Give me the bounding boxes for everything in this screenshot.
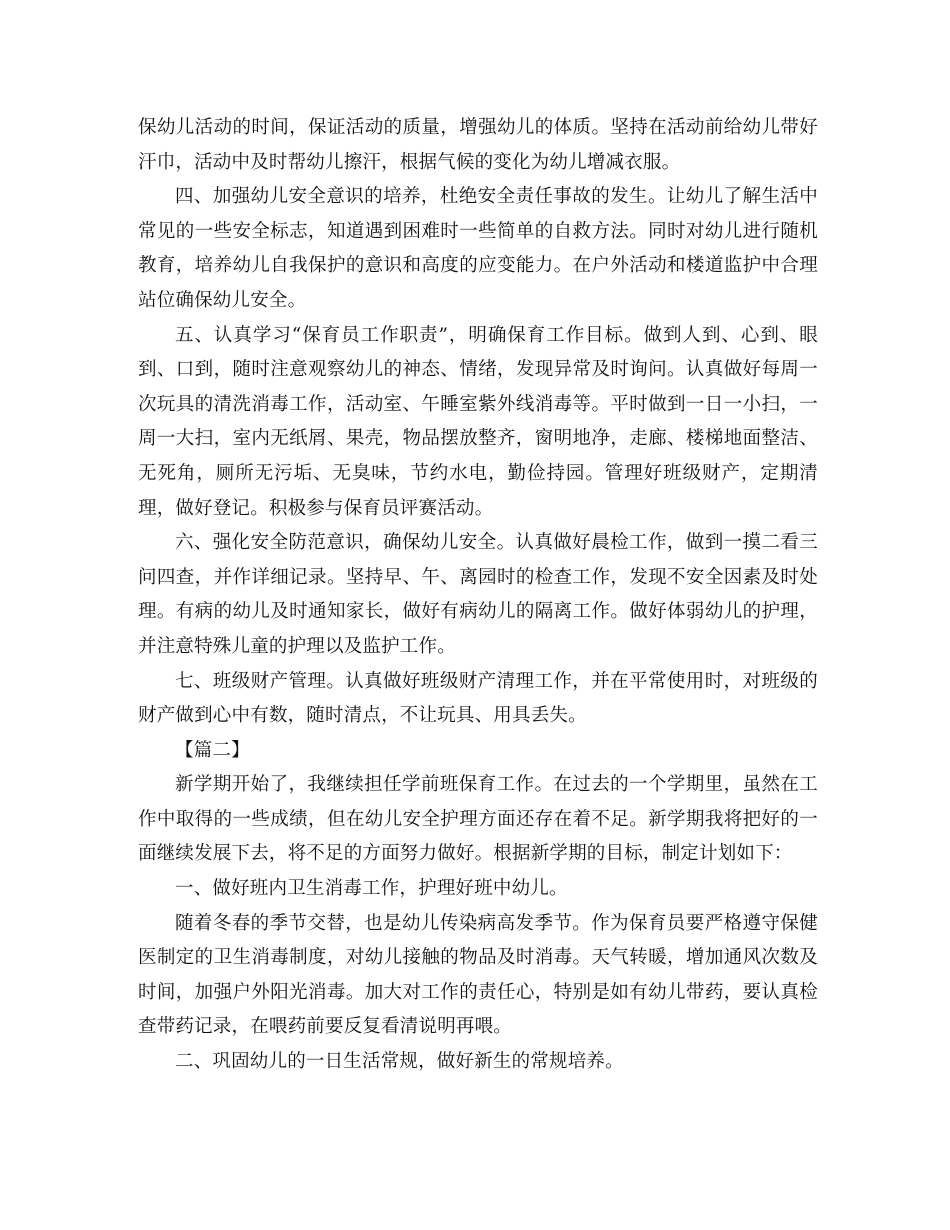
paragraph-section-seven: 七、班级财产管理。认真做好班级财产清理工作，并在平常使用时，对班级的财产做到心中有数，随时清点，不让玩具、用具丢失。	[138, 670, 818, 727]
paragraph-section-four: 四、加强幼儿安全意识的培养，杜绝安全责任事故的发生。让幼儿了解生活中常见的一些安全标志，知道遇到困难时一些简单的自救方法。同时对幼儿进行随机教育，培养幼儿自我保护的意识和高度的应变能力。在户外活动和楼道监护中合理站位确保幼儿安全。	[138, 186, 818, 311]
section-heading-part-two: 【篇二】	[175, 739, 250, 761]
paragraph-item-two: 二、巩固幼儿的一日生活常规，做好新生的常规培养。	[175, 1051, 624, 1073]
paragraph-item-one-detail: 随着冬春的季节交替，也是幼儿传染病高发季节。作为保育员要严格遵守保健医制定的卫生消毒制度，对幼儿接触的物品及时消毒。天气转暖，增加通风次数及时间，加强户外阳光消毒。加大对工作的责任心，特别是如有幼儿带药，要认真检查带药记录，在喂药前要反复看清说明再喂。	[138, 912, 818, 1038]
paragraph-continuation: 保幼儿活动的时间，保证活动的质量，增强幼儿的体质。坚持在活动前给幼儿带好汗巾，活动中及时帮幼儿擦汗，根据气候的变化为幼儿增减衣服。	[138, 117, 818, 173]
paragraph-item-one: 一、做好班内卫生消毒工作，护理好班中幼儿。	[175, 878, 568, 900]
document-body	[138, 111, 818, 1080]
paragraph-section-six: 六、强化安全防范意识，确保幼儿安全。认真做好晨检工作，做到一摸二看三问四查，并作详细记录。坚持早、午、离园时的检查工作，发现不安全因素及时处理。有病的幼儿及时通知家长，做好有病幼儿的隔离工作。做好体弱幼儿的护理，并注意特殊儿童的护理以及监护工作。	[138, 532, 818, 657]
paragraph-intro: 新学期开始了，我继续担任学前班保育工作。在过去的一个学期里，虽然在工作中取得的一些成绩，但在幼儿安全护理方面还存在着不足。新学期我将把好的一面继续发展下去，将不足的方面努力做好。根据新学期的目标，制定计划如下：	[138, 774, 818, 865]
paragraph-section-five: 五、认真学习“保育员工作职责”，明确保育工作目标。做到人到、心到、眼到、口到，随时注意观察幼儿的神态、情绪，发现异常及时询问。认真做好每周一次玩具的清洗消毒工作，活动室、午睡室紫外线消毒等。平时做到一日一小扫，一周一大扫，室内无纸屑、果壳，物品摆放整齐，窗明地净，走廊、楼梯地面整洁、无死角，厕所无污垢、无臭味，节约水电，勤俭持园。管理好班级财产，定期清理，做好登记。积极参与保育员评赛活动。	[138, 324, 818, 519]
